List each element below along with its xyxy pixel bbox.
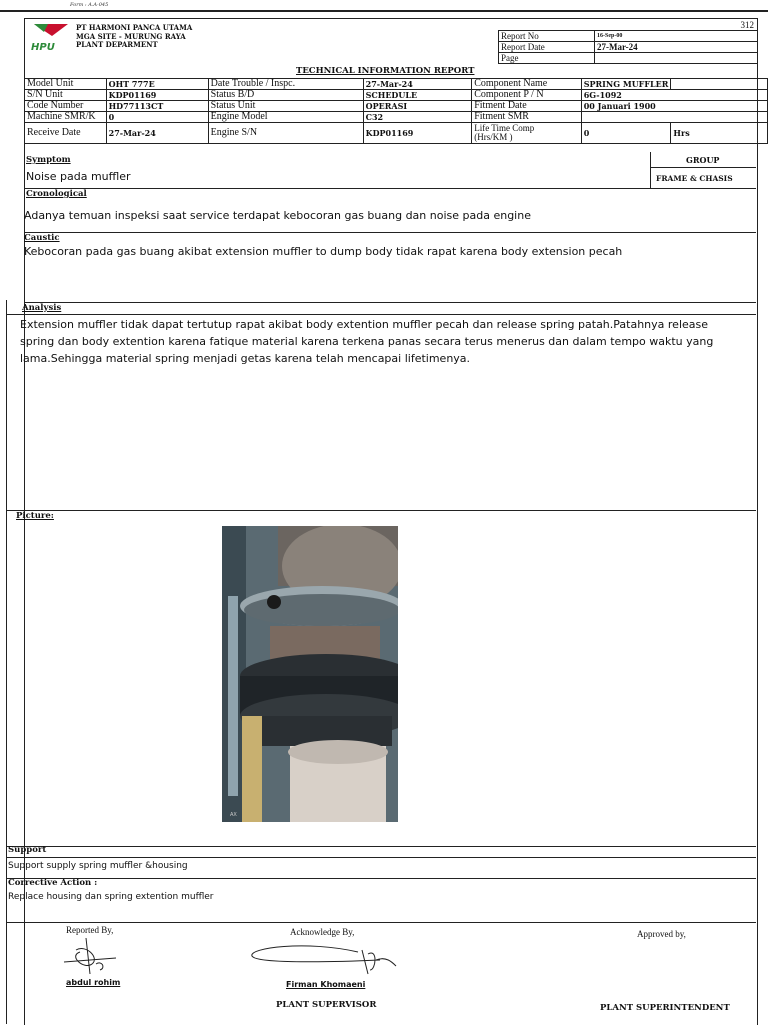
code-number-label: Code Number — [25, 101, 107, 112]
engine-sn-label: Engine S/N — [208, 123, 363, 144]
report-date-value: 27-Mar-24 — [595, 42, 758, 53]
acknowledge-by-label: Acknowledge By, — [290, 927, 355, 937]
cronological-text: Adanya temuan inspeksi saat service terdapat kebocoran gas buang dan noise pada engine — [24, 209, 531, 222]
life-time-value: 0 — [581, 123, 671, 144]
picture-label: Picture: — [16, 511, 54, 521]
component-name-value: SPRING MUFFLER — [581, 79, 671, 90]
date-trouble-value: 27-Mar-24 — [363, 79, 472, 90]
report-header-table — [498, 30, 758, 64]
support-label: Support — [8, 845, 47, 855]
analysis-line-1: Extension muffler tidak dapat tertutup rapat akibat body extention muffler pecah dan release spring patah.Patahnya release — [20, 318, 709, 331]
report-frame — [24, 18, 758, 1025]
hpu-logo-icon — [30, 22, 70, 52]
analysis-text — [20, 316, 750, 367]
group-label: GROUP — [686, 155, 720, 165]
report-no-value: 16-Sep-00 — [595, 31, 758, 42]
approved-by-title: PLANT SUPERINTENDENT — [600, 1003, 730, 1013]
company-block — [76, 24, 192, 50]
report-no-label: Report No — [499, 31, 595, 42]
support-text: Support supply spring muffler &housing — [8, 861, 188, 871]
life-time-label: Life Time Comp (Hrs/KM ) — [472, 123, 582, 144]
engine-model-label: Engine Model — [208, 112, 363, 123]
machine-smr-label: Machine SMR/K — [25, 112, 107, 123]
corrective-text: Replace housing dan spring extention muffler — [8, 892, 214, 902]
analysis-label: Analysis — [22, 303, 62, 313]
fitment-date-label: Fitment Date — [472, 101, 582, 112]
sn-unit-label: S/N Unit — [25, 90, 107, 101]
component-pn-label: Component P / N — [472, 90, 582, 101]
acknowledge-signature-icon — [246, 940, 406, 980]
company-department: PLANT DEPARMENT — [76, 40, 158, 49]
logo-text: HPU — [31, 42, 55, 52]
reported-signature-icon — [56, 934, 126, 978]
code-number-value: HD77113CT — [106, 101, 208, 112]
page-value — [595, 53, 758, 64]
model-unit-value: OHT 777E — [106, 79, 208, 90]
analysis-line-2: spring dan body extention karena fatique material karena terkena panas secara terus menerus dan dalam tempo waktu yang — [20, 335, 714, 348]
status-bd-value: SCHEDULE — [363, 90, 472, 101]
company-name: PT HARMONI PANCA UTAMA — [76, 23, 193, 32]
symptom-label: Symptom — [26, 155, 71, 165]
analysis-line-3: lama.Sehingga material spring menjadi getas karena telah mencapai lifetimenya. — [20, 352, 471, 365]
component-name-label: Component Name — [472, 79, 582, 90]
corrective-label: Corrective Action : — [8, 878, 98, 888]
fitment-smr-value — [581, 112, 767, 123]
approved-by-label: Approved by, — [637, 929, 686, 939]
cronological-label: Cronological — [26, 189, 87, 199]
report-title: TECHNICAL INFORMATION REPORT — [296, 66, 475, 76]
caustic-text: Kebocoran pada gas buang akibat extension muffler to dump body tidak rapat karena body extension pecah — [24, 245, 623, 258]
report-number-top: 312 — [740, 20, 754, 30]
unit-info-table — [24, 78, 768, 144]
company-site: MGA SITE - MURUNG RAYA — [76, 31, 186, 41]
status-unit-value: OPERASI — [363, 101, 472, 112]
reported-by-name: abdul rohim — [66, 978, 121, 987]
receive-date-label: Receive Date — [25, 123, 107, 144]
caustic-label: Caustic — [24, 233, 60, 243]
symptom-text: Noise pada muffler — [26, 170, 131, 183]
date-trouble-label: Date Trouble / Inspc. — [208, 79, 363, 90]
left-border — [6, 300, 7, 1024]
muffler-photo — [222, 526, 398, 822]
fitment-smr-label: Fitment SMR — [472, 112, 582, 123]
page-label: Page — [499, 53, 595, 64]
acknowledge-by-title: PLANT SUPERVISOR — [276, 1000, 377, 1010]
component-pn-value: 6G-1092 — [581, 90, 767, 101]
status-unit-label: Status Unit — [208, 101, 363, 112]
group-value: FRAME & CHASIS — [656, 174, 733, 183]
report-date-label: Report Date — [499, 42, 595, 53]
receive-date-value: 27-Mar-24 — [106, 123, 208, 144]
acknowledge-by-name: Firman Khomaeni — [286, 980, 366, 989]
svg-text:AX: AX — [230, 812, 237, 818]
sn-unit-value: KDP01169 — [106, 90, 208, 101]
machine-smr-value: 0 — [106, 112, 208, 123]
reported-by-label: Reported By, — [66, 925, 114, 935]
status-bd-label: Status B/D — [208, 90, 363, 101]
life-time-unit: Hrs — [671, 123, 768, 144]
model-unit-label: Model Unit — [25, 79, 107, 90]
engine-model-value: C32 — [363, 112, 472, 123]
form-code: Form : A.A-045 — [70, 2, 109, 8]
engine-sn-value: KDP01169 — [363, 123, 472, 144]
fitment-date-value: 00 Januari 1900 — [581, 101, 767, 112]
top-border — [0, 10, 768, 12]
